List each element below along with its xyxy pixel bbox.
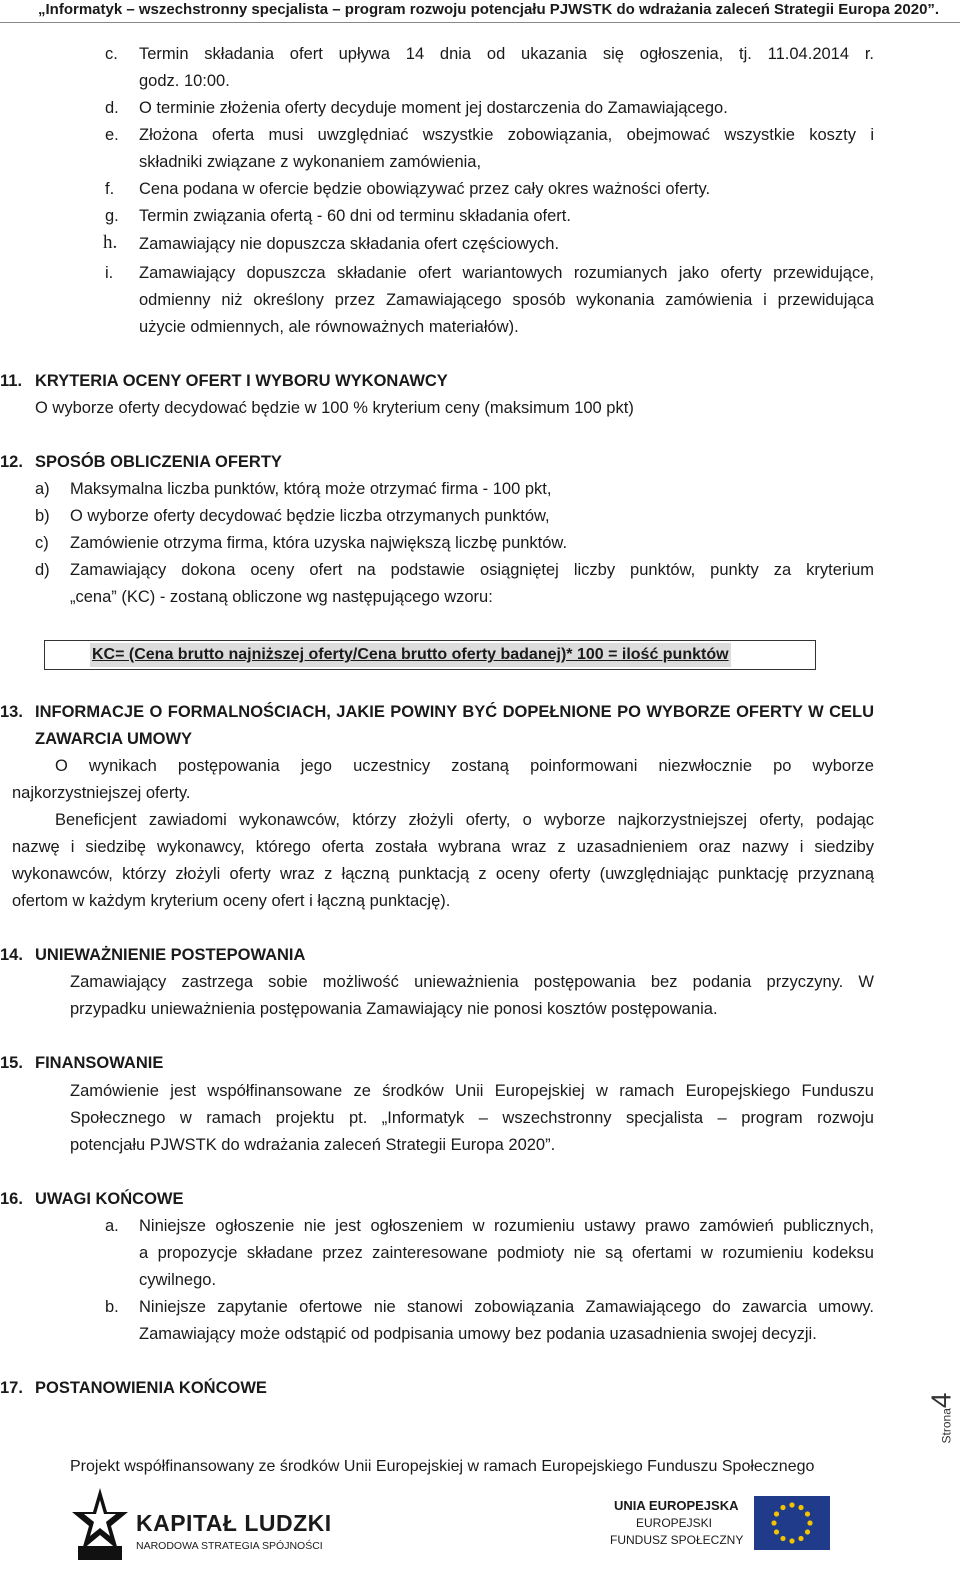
list-item-line: cywilnego.: [139, 1271, 217, 1289]
section-number: 11.: [0, 372, 23, 390]
formula-text: KC= (Cena brutto najniższej oferty/Cena brutto oferty badanej)* 100 = ilość punktów: [90, 643, 731, 667]
kapital-ludzki-logo: [70, 1486, 330, 1566]
list-item-line: Zamawiający dopuszcza składanie ofert wariantowych rozumianych jako oferty przewidujące,: [139, 264, 874, 282]
list-item-line: składniki związane z wykonaniem zamówienia,: [139, 153, 482, 171]
list-marker: d.: [105, 99, 119, 117]
eu-logo: [604, 1496, 834, 1568]
list-marker: a.: [105, 1217, 119, 1235]
paragraph-line: nazwę i siedzibę wykonawcy, którego oferta została wybrana wraz z uzasadnieniem oraz nazwy i siedziby: [12, 838, 874, 856]
list-marker: c): [35, 534, 49, 552]
list-marker: b.: [105, 1298, 119, 1316]
paragraph-line: przypadku unieważnienia postępowania Zamawiający nie ponosi kosztów postępowania.: [70, 1000, 718, 1018]
section-number: 15.: [0, 1054, 23, 1072]
list-marker: a): [35, 480, 50, 498]
page-number: [925, 1380, 960, 1444]
paragraph-line: najkorzystniejszej oferty.: [12, 784, 191, 802]
list-marker: g.: [105, 207, 119, 225]
section-title: INFORMACJE O FORMALNOŚCIACH, JAKIE POWINY BYĆ DOPEŁNIONE PO WYBORZE OFERTY W CELU: [35, 703, 874, 721]
paragraph-line: Zamówienie jest współfinansowane ze środków Unii Europejskiej w ramach Europejskiego Funduszu: [70, 1082, 874, 1100]
list-marker: b): [35, 507, 50, 525]
list-marker: i.: [105, 264, 114, 282]
list-item-line: Niniejsze ogłoszenie nie jest ogłoszeniem w rozumieniu ustawy prawo zamówień publicznych,: [139, 1217, 874, 1235]
list-item-line: Cena podana w ofercie będzie obowiązywać przez cały okres ważności oferty.: [139, 180, 711, 198]
section-number: 12.: [0, 453, 23, 471]
list-item-line: Zamawiający może odstąpić od podpisania umowy bez podania uzasadnienia swojej decyzji.: [139, 1325, 817, 1343]
section-number: 13.: [0, 703, 23, 721]
list-marker: f.: [105, 180, 115, 198]
kapital-ludzki-star-icon: [70, 1486, 130, 1564]
paragraph-line: wykonawców, którzy złożyli oferty wraz z łączną punktacją z oceny oferty (uwzględniając punktację przyznaną: [12, 865, 874, 883]
list-item-line: Termin związania ofertą - 60 dni od terminu składania ofert.: [139, 207, 571, 225]
page-number-value: 4: [925, 1392, 957, 1409]
list-item-line: a propozycje składane przez zainteresowane podmioty nie są ofertami w rozumieniu kodeksu: [139, 1244, 874, 1262]
section-title: KRYTERIA OCENY OFERT I WYBORU WYKONAWCY: [35, 372, 448, 390]
list-item-line: Maksymalna liczba punktów, którą może otrzymać firma - 100 pkt,: [70, 480, 552, 498]
list-marker: d): [35, 561, 50, 579]
section-title: FINANSOWANIE: [35, 1054, 164, 1072]
eu-logo-line3: FUNDUSZ SPOŁECZNY: [610, 1533, 744, 1547]
list-item-line: Zamówienie otrzyma firma, która uzyska największą liczbę punktów.: [70, 534, 568, 552]
page-label: Strona: [939, 1408, 954, 1444]
list-item-line: godz. 10:00.: [139, 72, 230, 90]
list-item-line: Złożona oferta musi uwzględniać wszystkie zobowiązania, obejmować wszystkie koszty i: [139, 126, 874, 144]
section-number: 16.: [0, 1190, 23, 1208]
logo-left-subtitle: NARODOWA STRATEGIA SPÓJNOŚCI: [136, 1540, 323, 1552]
list-item-line: O terminie złożenia oferty decyduje moment jej dostarczenia do Zamawiającego.: [139, 99, 728, 117]
eu-logo-line1: UNIA EUROPEJSKA: [614, 1498, 739, 1513]
logo-left-title: KAPITAŁ LUDZKI: [136, 1510, 332, 1536]
section-number: 17.: [0, 1379, 23, 1397]
paragraph-line: potencjału PJWSTK do wdrażania zaleceń Strategii Europa 2020”.: [70, 1136, 556, 1154]
paragraph-line: Zamawiający zastrzega sobie możliwość unieważnienia postępowania bez podania przyczyny. W: [70, 973, 874, 991]
page-header: „Informatyk – wszechstronny specjalista – program rozwoju potencjału PJWSTK do wdrażania zaleceń Strategii Europa 2020”.: [0, 0, 960, 23]
list-item-line: „cena” (KC) - zostaną obliczone wg następującego wzoru:: [70, 588, 493, 606]
list-item-line: Termin składania ofert upływa 14 dnia od ukazania się ogłoszenia, tj. 11.04.2014 r.: [139, 45, 874, 63]
section-title: POSTANOWIENIA KOŃCOWE: [35, 1379, 267, 1397]
list-marker: c.: [105, 45, 118, 63]
eu-flag-icon: [754, 1496, 830, 1550]
list-item-line: Zamawiający nie dopuszcza składania ofert częściowych.: [139, 235, 560, 253]
list-marker: h.: [103, 232, 118, 253]
paragraph-line: Beneficjent zawiadomi wykonawców, którzy złożyli oferty, o wyborze najkorzystniejszej oferty, podając: [55, 811, 874, 829]
section-title: SPOSÓB OBLICZENIA OFERTY: [35, 453, 282, 471]
section-title: UNIEWAŻNIENIE POSTEPOWANIA: [35, 946, 306, 964]
paragraph-line: ofertom w każdym kryterium oceny ofert i łączną punktację).: [12, 892, 451, 910]
list-item-line: odmienny niż określony przez Zamawiającego sposób wykonania zamówienia i przewidująca: [139, 291, 874, 309]
footer-text: Projekt współfinansowany ze środków Unii Europejskiej w ramach Europejskiego Funduszu Społecznego: [70, 1458, 815, 1475]
eu-logo-line2: EUROPEJSKI: [636, 1516, 713, 1530]
section-title: ZAWARCIA UMOWY: [35, 730, 193, 748]
list-marker: e.: [105, 126, 119, 144]
paragraph-line: Społecznego w ramach projektu pt. „Informatyk – wszechstronny specjalista – program rozwoju: [70, 1109, 874, 1127]
section-text: O wyborze oferty decydować będzie w 100 % kryterium ceny (maksimum 100 pkt): [35, 399, 634, 417]
paragraph-line: O wynikach postępowania jego uczestnicy zostaną poinformowani niezwłocznie po wyborze: [55, 757, 874, 775]
list-item-line: Niniejsze zapytanie ofertowe nie stanowi zobowiązania Zamawiającego do zawarcia umowy.: [139, 1298, 874, 1316]
list-item-line: użycie odmiennych, ale równoważnych materiałów).: [139, 318, 519, 336]
section-title: UWAGI KOŃCOWE: [35, 1190, 184, 1208]
list-item-line: Zamawiający dokona oceny ofert na podstawie osiągniętej liczby punktów, punkty za kryterium: [70, 561, 874, 579]
section-number: 14.: [0, 946, 23, 964]
list-item-line: O wyborze oferty decydować będzie liczba otrzymanych punktów,: [70, 507, 550, 525]
